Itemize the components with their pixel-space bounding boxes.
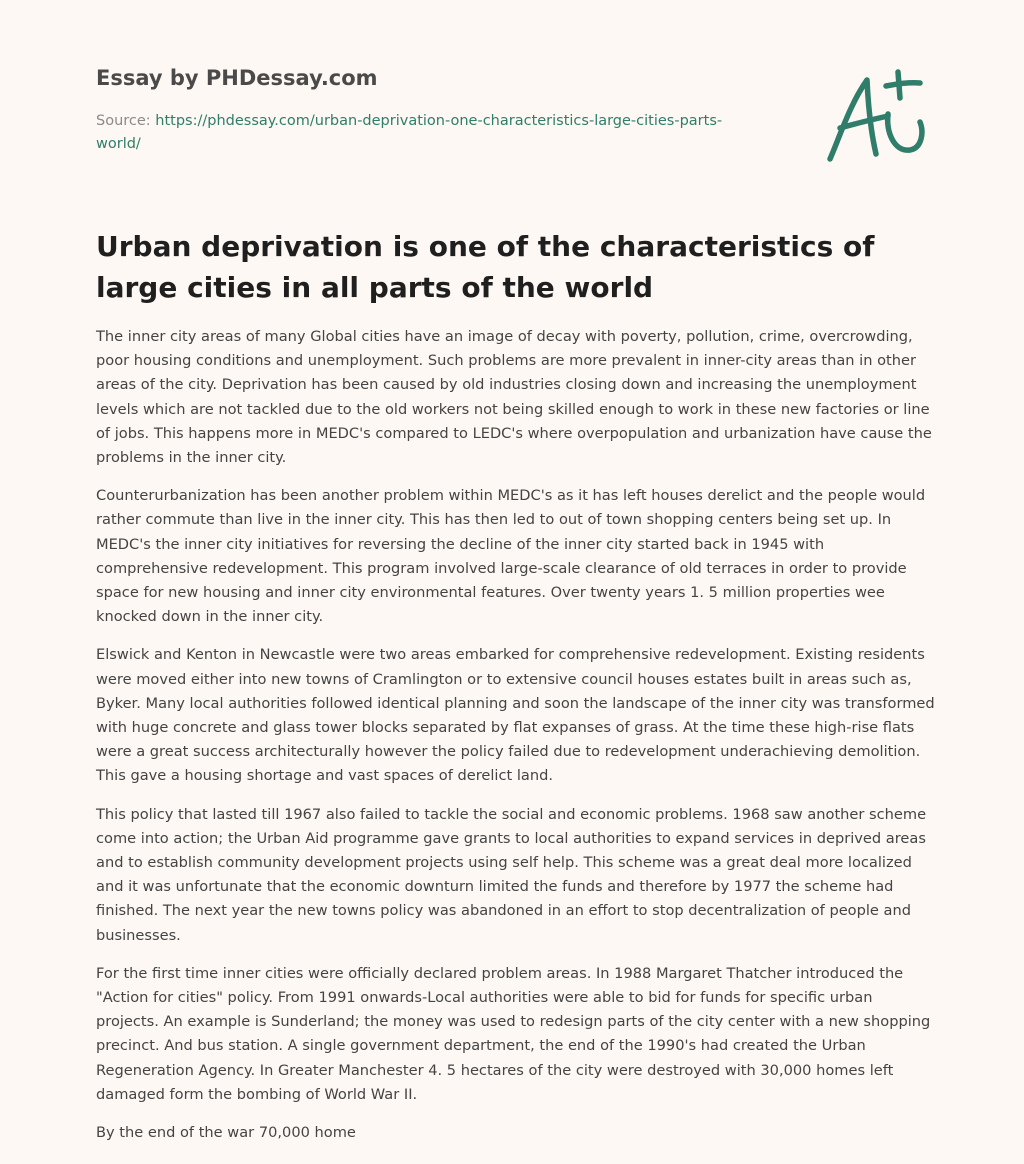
source-line	[96, 110, 756, 156]
essay-paragraph: Elswick and Kenton in Newcastle were two areas embarked for comprehensive redevelopment. Existing residents were moved either into new towns of Cramlington or to extensive council houses estates built in areas such as, Byker. Many local authorities followed identical planning and soon the landscape of the inner city was transformed with huge concrete and glass tower blocks separated by flat expanses of grass. At the time these high-rise flats were a great success architecturally however the policy failed due to redevelopment underachieving demolition. This gave a housing shortage and vast spaces of derelict land.	[96, 646, 935, 785]
essay-paragraph: The inner city areas of many Global cities have an image of decay with poverty, pollution, crime, overcrowding, poor housing conditions and unemployment. Such problems are more prevalent in inner-city areas than in other areas of the city. Deprivation has been caused by old industries closing down and increasing the unemployment levels which are not tackled due to the old workers not being skilled enough to work in these new factories or line of jobs. This happens more in MEDC's compared to LEDC's where overpopulation and urbanization have cause the problems in the inner city.	[96, 328, 932, 467]
essay-paragraph: For the first time inner cities were officially declared problem areas. In 1988 Margaret Thatcher introduced the "Action for cities" policy. From 1991 onwards-Local authorities were able to bid for funds for specific urban projects. An example is Sunderland; the money was used to redesign parts of the city center with a new shopping precinct. And bus station. A single government department, the end of the 1990's had created the Urban Regeneration Agency. In Greater Manchester 4. 5 hectares of the city were destroyed with 30,000 homes left damaged form the bombing of World War II.	[96, 964, 931, 1103]
site-brand: Essay by PHDessay.com	[96, 66, 378, 90]
essay-title: Urban deprivation is one of the characteristics of large cities in all parts of the world	[96, 230, 875, 304]
essay-paragraph: This policy that lasted till 1967 also failed to tackle the social and economic problems. 1968 saw another scheme come into action; the Urban Aid programme gave grants to local authorities to expand services in deprived areas and to establish community development projects using self help. This scheme was a great deal more localized and it was unfortunate that the economic downturn limited the funds and therefore by 1977 the scheme had finished. The next year the new towns policy was abandoned in an effort to stop decentralization of people and businesses.	[96, 805, 927, 944]
a-plus-grade-logo-icon	[820, 66, 930, 166]
source-link[interactable]: https://phdessay.com/urban-deprivation-one-characteristics-large-cities-parts-world/	[96, 113, 723, 152]
page-header	[96, 64, 756, 156]
essay-paragraph: Counterurbanization has been another problem within MEDC's as it has left houses derelict and the people would rather commute than live in the inner city. This has then led to out of town shopping centers being set up. In MEDC's the inner city initiatives for reversing the decline of the inner city started back in 1945 with comprehensive redevelopment. This program involved large-scale clearance of old terraces in order to provide space for new housing and inner city environmental features. Over twenty years 1. 5 million properties wee knocked down in the inner city.	[96, 487, 926, 626]
source-label: Source:	[96, 113, 151, 129]
essay-paragraph: By the end of the war 70,000 home	[96, 1124, 356, 1142]
essay-body	[96, 325, 936, 1159]
